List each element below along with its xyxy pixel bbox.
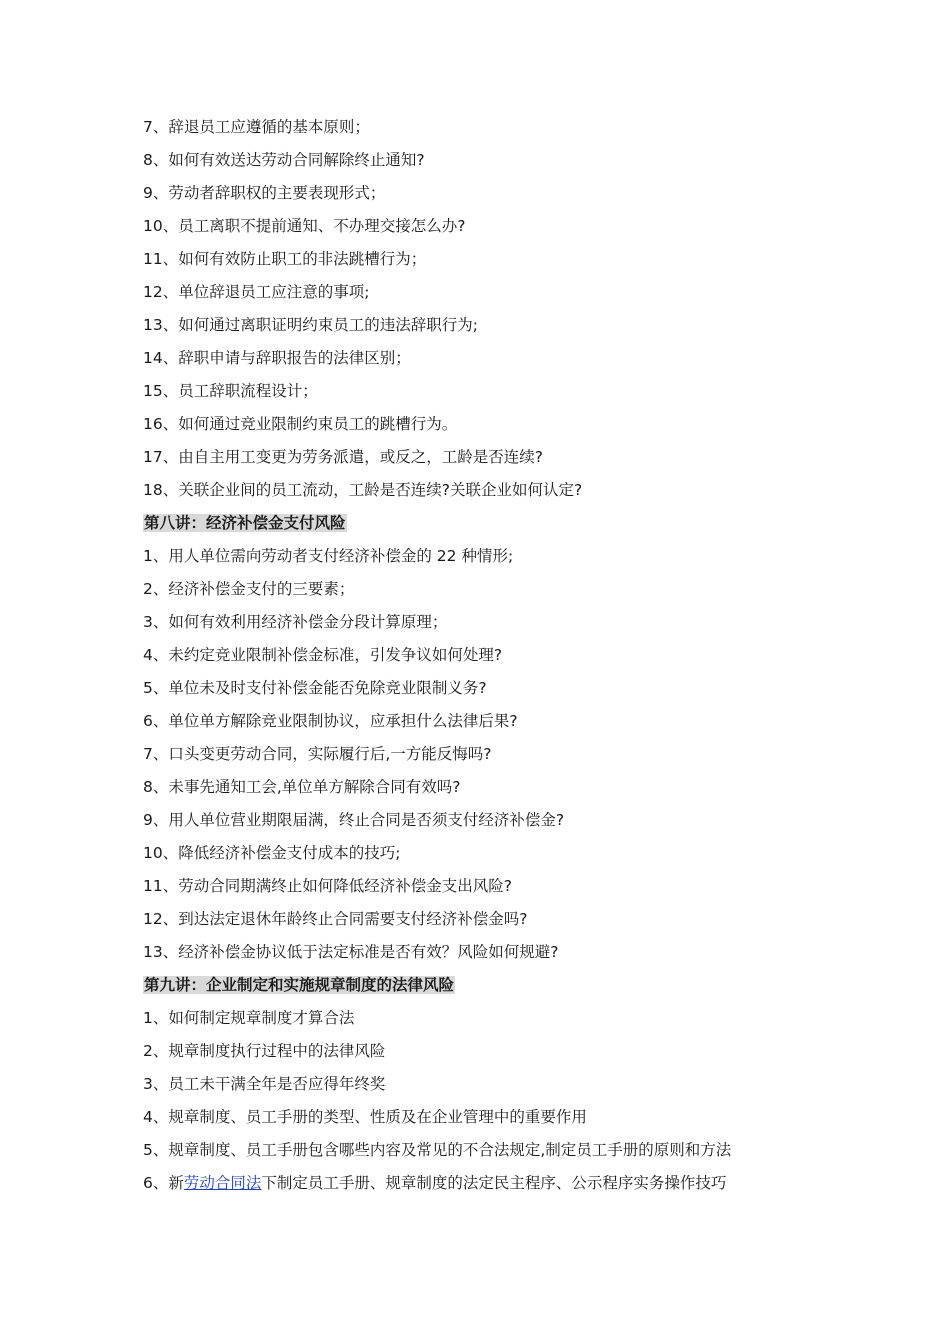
list-item: 1、如何制定规章制度才算合法: [143, 1009, 355, 1027]
list-item: 7、口头变更劳动合同，实际履行后,一方能反悔吗?: [143, 745, 492, 763]
item6-prefix: 6、新: [143, 1174, 184, 1192]
item6-suffix: 下制定员工手册、规章制度的法定民主程序、公示程序实务操作技巧: [261, 1174, 727, 1192]
section9-heading-text: 第九讲：企业制定和实施规章制度的法律风险: [144, 976, 455, 994]
section9-list: [143, 1002, 823, 1200]
section9-heading: [143, 969, 823, 1002]
document-page: [143, 111, 823, 1200]
list-item: 4、规章制度、员工手册的类型、性质及在企业管理中的重要作用: [143, 1108, 587, 1126]
list-item: 13、经济补偿金协议低于法定标准是否有效？风险如何规避?: [143, 943, 559, 961]
section8-list: [143, 540, 823, 969]
list-item: 7、辞退员工应遵循的基本原则；: [143, 118, 370, 136]
list-item: 16、如何通过竞业限制约束员工的跳槽行为。: [143, 415, 458, 433]
section8-heading-text: 第八讲：经济补偿金支付风险: [144, 514, 346, 532]
list-item: 5、规章制度、员工手册包含哪些内容及常见的不合法规定,制定员工手册的原则和方法: [143, 1141, 732, 1159]
section7-list: [143, 111, 823, 507]
list-item: 11、如何有效防止职工的非法跳槽行为；: [143, 250, 427, 268]
list-item: 13、如何通过离职证明约束员工的违法辞职行为;: [143, 316, 478, 334]
list-item: 18、关联企业间的员工流动，工龄是否连续?关联企业如何认定?: [143, 481, 583, 499]
list-item: 3、如何有效利用经济补偿金分段计算原理；: [143, 613, 448, 631]
list-item: 14、辞职申请与辞职报告的法律区别；: [143, 349, 411, 367]
list-item: 2、经济补偿金支付的三要素；: [143, 580, 355, 598]
list-item-with-link: [143, 1167, 823, 1200]
list-item: 15、员工辞职流程设计；: [143, 382, 318, 400]
list-item: 10、降低经济补偿金支付成本的技巧;: [143, 844, 401, 862]
section8-heading: [143, 507, 823, 540]
list-item: 12、单位辞退员工应注意的事项;: [143, 283, 370, 301]
list-item: 1、用人单位需向劳动者支付经济补偿金的 22 种情形;: [143, 547, 514, 565]
list-item: 8、如何有效送达劳动合同解除终止通知?: [143, 151, 425, 169]
list-item: 4、未约定竞业限制补偿金标准，引发争议如何处理?: [143, 646, 503, 664]
list-item: 2、规章制度执行过程中的法律风险: [143, 1042, 386, 1060]
list-item: 5、单位未及时支付补偿金能否免除竞业限制义务?: [143, 679, 487, 697]
list-item: 17、由自主用工变更为劳务派遣，或反之，工龄是否连续?: [143, 448, 543, 466]
list-item: 3、员工未干满全年是否应得年终奖: [143, 1075, 386, 1093]
list-item: 11、劳动合同期满终止如何降低经济补偿金支出风险?: [143, 877, 512, 895]
list-item: 10、员工离职不提前通知、不办理交接怎么办?: [143, 217, 466, 235]
list-item: 8、未事先通知工会,单位单方解除合同有效吗?: [143, 778, 461, 796]
labor-contract-law-link[interactable]: 劳动合同法: [183, 1174, 262, 1192]
list-item: 9、用人单位营业期限届满，终止合同是否须支付经济补偿金?: [143, 811, 565, 829]
list-item: 9、劳动者辞职权的主要表现形式；: [143, 184, 386, 202]
list-item: 12、到达法定退休年龄终止合同需要支付经济补偿金吗?: [143, 910, 528, 928]
list-item: 6、单位单方解除竞业限制协议，应承担什么法律后果?: [143, 712, 518, 730]
